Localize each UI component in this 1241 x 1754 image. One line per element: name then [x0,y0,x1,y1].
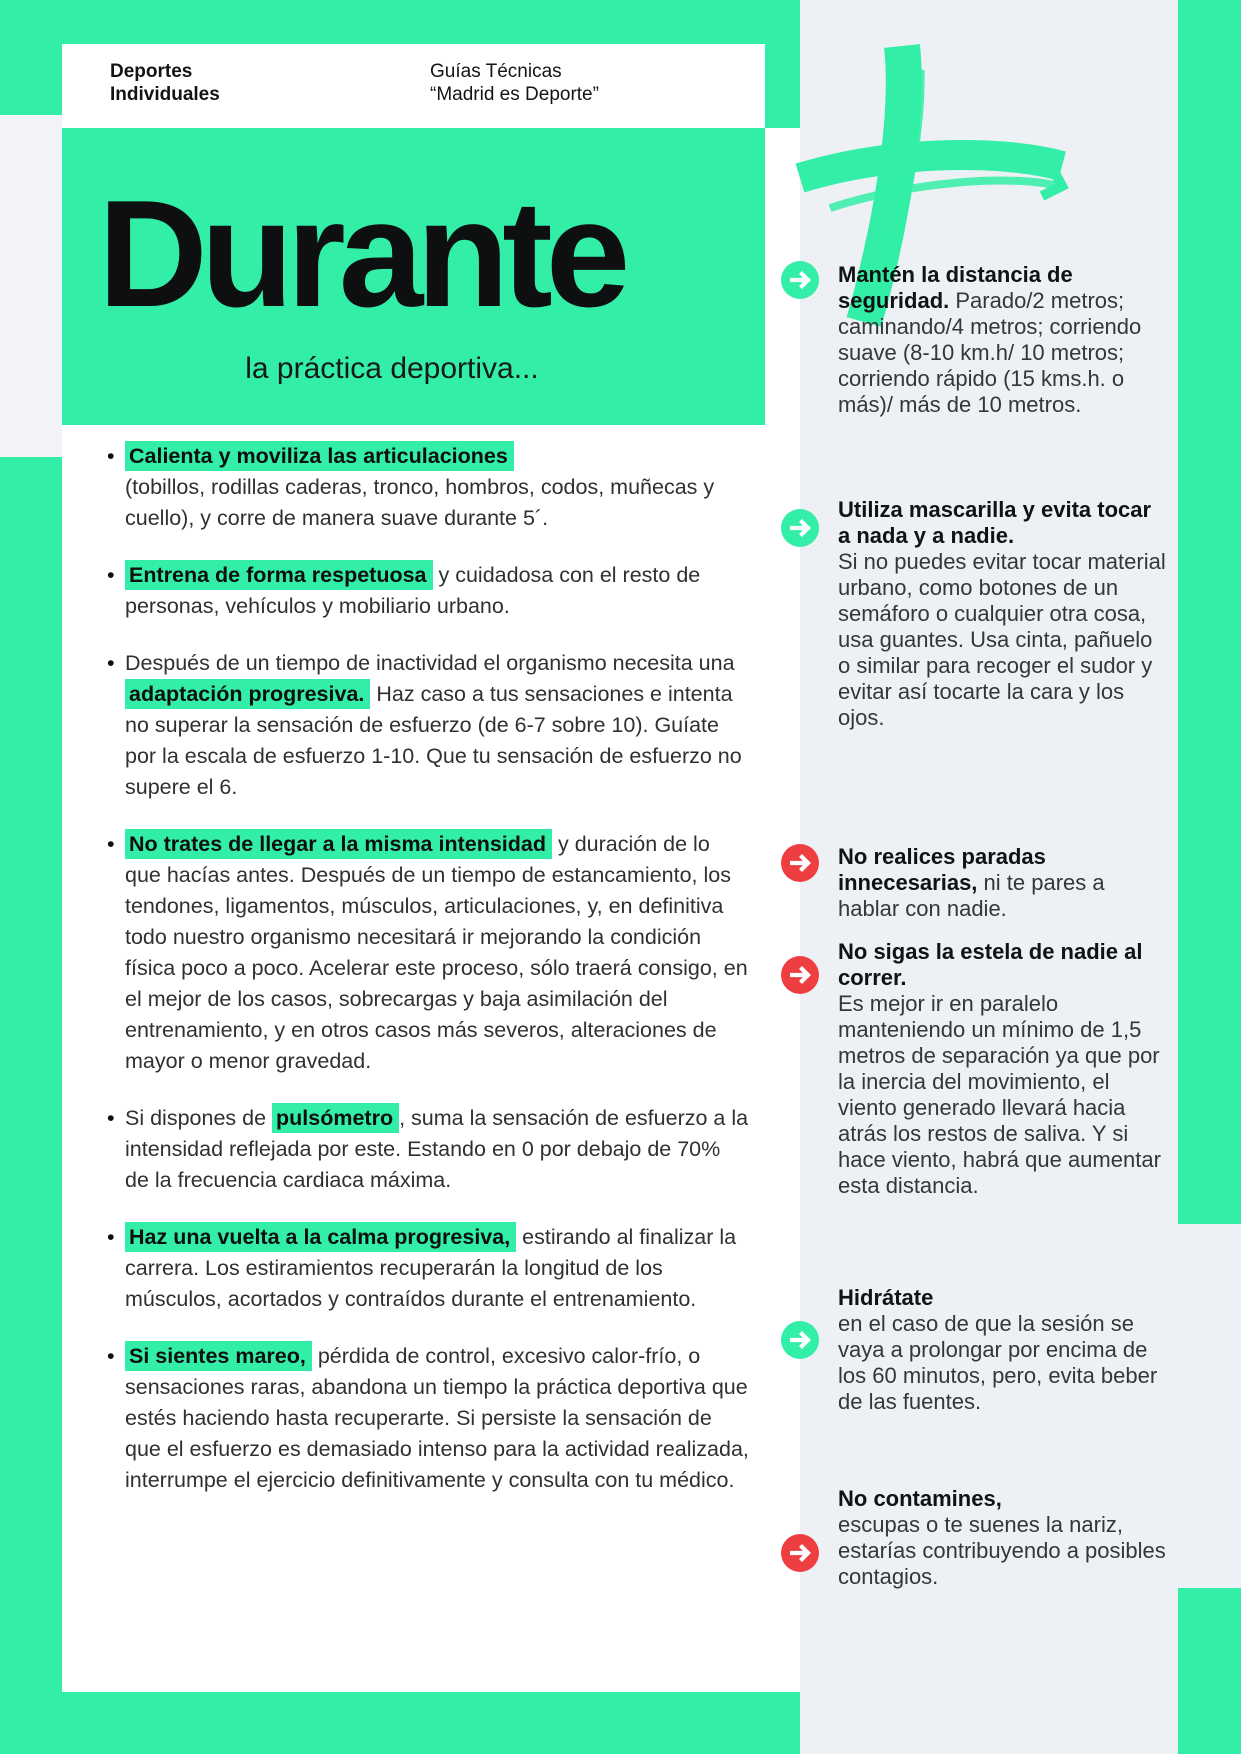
green-arrow-icon [781,1321,819,1359]
body-text: Después de un tiempo de inactividad el organismo necesita una [125,651,735,675]
body-text: escupas o te suenes la nariz, estarías contribuyendo a posibles contagios. [838,1512,1166,1589]
body-text: Es mejor ir en paralelo manteniendo un mínimo de 1,5 metros de separación ya que por la inercia del movimiento, el viento generado llevará hacia atrás los restos de saliva. Y si hace viento, habrá que aumentar esta distancia. [838,991,1161,1198]
page-title: Durante [98,169,624,339]
body-text: Parado/2 metros; caminando/4 metros; corriendo suave (8-10 km.h/ 10 metros; corriendo rápido (15 kms.h. o más)/ más de 10 metros. [838,288,1142,417]
bullet-item [125,648,750,803]
sidebar-item [838,1285,1168,1415]
header-right-line1: Guías Técnicas [430,61,562,82]
body-text: y cuidadosa con el resto de personas, vehículos y mobiliario urbano. [125,563,701,618]
body-text: Si dispones de [125,1106,273,1130]
green-arrow-icon [781,509,819,547]
green-edge-band-top [1178,0,1241,1224]
sidebar-item [838,1486,1168,1590]
green-top-bar [0,0,800,44]
body-text: , suma la sensación de esfuerzo a la intensidad reflejada por este. Estando en 0 por debajo de 70% de la frecuencia cardiaca máxima. [125,1106,749,1192]
emphasized-text: Entrena de forma respetuosa [125,560,433,590]
body-text: estirando al finalizar la carrera. Los estiramientos recuperarán la longitud de los músculos, acortados y contraídos durante el entrenamiento. [125,1225,737,1311]
emphasized-text: Utiliza mascarilla y evita tocar a nada y a nadie. [838,497,1152,548]
green-corner-square [0,0,62,115]
body-text: en el caso de que la sesión se vaya a prolongar por encima de los 60 minutos, pero, evita beber de las fuentes. [838,1311,1158,1414]
pale-left-strip [0,115,62,457]
emphasized-text: Si sientes mareo, [125,1341,312,1371]
emphasized-text: No contamines, [838,1486,1002,1511]
red-arrow-icon [781,956,819,994]
green-left-strip [0,457,62,1754]
sidebar-item [838,497,1168,731]
body-text: Si no puedes evitar tocar material urbano, como botones de un semáforo o cualquier otra cosa, usa guantes. Usa cinta, pañuelo o similar para recoger el sudor y evitar así tocarte la cara y los ojos. [838,549,1166,730]
body-text: ni te pares a hablar con nadie. [838,870,1105,921]
header-left [110,60,220,106]
bullet-item [125,1341,750,1496]
body-text: (tobillos, rodillas caderas, tronco, hombros, codos, muñecas y cuello), y corre de manera suave durante 5´. [125,475,715,530]
bullet-list [125,441,750,1522]
green-edge-band-bottom [1178,1588,1241,1754]
emphasized-text: No realices paradas innecesarias, [838,844,1046,895]
header-left-line2: Individuales [110,84,220,105]
bullet-item [125,441,750,534]
emphasized-text: Mantén la distancia de seguridad. [838,262,1073,313]
emphasized-text: No sigas la estela de nadie al correr. [838,939,1143,990]
bullet-item [125,829,750,1077]
emphasized-text: Calienta y moviliza las articulaciones [125,441,514,471]
sidebar-item [838,262,1168,418]
header-right-line2: “Madrid es Deporte” [430,84,599,105]
emphasized-text: Haz una vuelta a la calma progresiva, [125,1222,516,1252]
header-left-line1: Deportes [110,61,193,82]
body-text: pérdida de control, excesivo calor-frío, o sensaciones raras, abandona un tiempo la práctica deportiva que estés haciendo hasta recuperarte. Si persiste la sensación de que el esfuerzo es demasiado intenso para la actividad realizada, interrumpe el ejercicio definitivamente y consulta con tu médico. [125,1344,749,1492]
title-block [62,128,765,425]
red-arrow-icon [781,1534,819,1572]
header-right [430,60,599,106]
green-bottom-band [0,1692,800,1754]
bullet-item [125,560,750,622]
body-text: y duración de lo que hacías antes. Después de un tiempo de estancamiento, los tendones, ligamentos, músculos, articulaciones, y, en definitiva todo nuestro organismo necesitará ir mejorando la condición física poco a poco. Acelerar este proceso, sólo traerá consigo, en el mejor de los casos, sobrecargas y baja asimilación del entrenamiento, y en otros casos más severos, alteraciones de mayor o menor gravedad. [125,832,748,1073]
sidebar-item [838,844,1168,922]
body-text: Haz caso a tus sensaciones e intenta no superar la sensación de esfuerzo (de 6-7 sobre 10). Guíate por la escala de esfuerzo 1-10. Que tu sensación de esfuerzo no supere el 6. [125,682,742,799]
emphasized-text: pulsómetro [272,1103,399,1133]
emphasized-text: adaptación progresiva. [125,679,370,709]
emphasized-text: No trates de llegar a la misma intensidad [125,829,552,859]
emphasized-text: Hidrátate [838,1285,934,1310]
bullet-item [125,1222,750,1315]
red-arrow-icon [781,844,819,882]
green-arrow-icon [781,261,819,299]
page-subtitle: la práctica deportiva... [245,352,539,385]
bullet-item [125,1103,750,1196]
sidebar-item [838,939,1168,1199]
